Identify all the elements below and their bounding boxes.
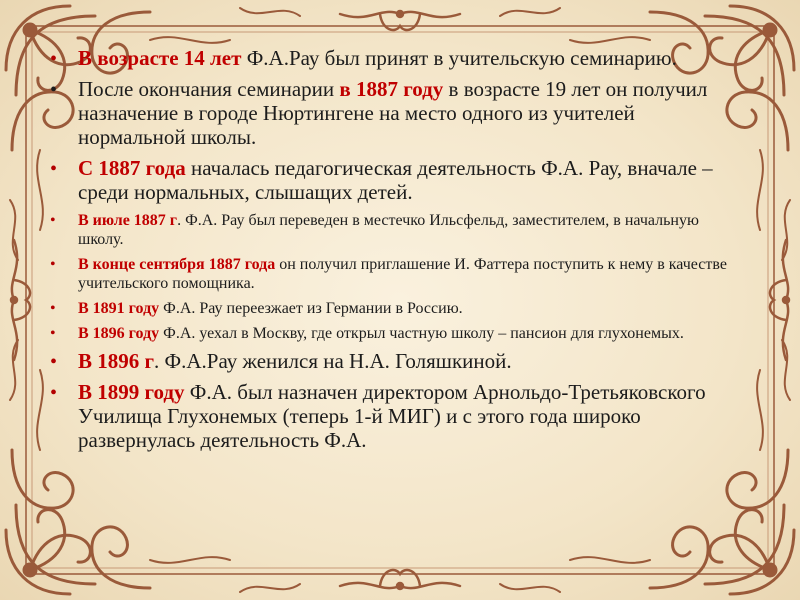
highlight-text: В 1899 году <box>78 380 185 404</box>
item-text: Ф.А. уехал в Москву, где открыл частную школу – пансион для глухонемых. <box>159 325 684 342</box>
highlight-text: в 1887 году <box>339 77 444 101</box>
item-text-prefix: После окончания семинарии <box>78 77 340 101</box>
highlight-text: В 1896 г <box>78 349 155 373</box>
list-item <box>48 211 728 249</box>
bullet-list <box>48 46 728 459</box>
list-item <box>48 349 728 373</box>
bullet-icon: • <box>50 212 56 229</box>
highlight-text: С 1887 года <box>78 156 186 180</box>
item-text: Ф.А. был назначен директором Арнольдо-Третьяковского Училища Глухонемых (теперь 1-й МИГ) и с этого года широко развернулась деятельность Ф.А. <box>78 380 706 452</box>
bullet-icon: • <box>50 48 58 70</box>
highlight-text: В конце сентября 1887 года <box>78 256 276 273</box>
list-item <box>48 46 728 70</box>
item-text: Ф.А.Рау был принят в учительскую семинарию. <box>241 46 677 70</box>
bullet-icon: • <box>50 256 56 273</box>
list-item <box>48 380 728 452</box>
item-text: в возрасте 19 лет он получил назначение в городе Нюртингене на место одного из учителей нормальной школы. <box>78 77 708 149</box>
list-item <box>48 156 728 204</box>
list-item <box>48 77 728 149</box>
bullet-icon: • <box>50 382 58 404</box>
list-item <box>48 299 728 318</box>
bullet-icon: • <box>50 351 58 373</box>
item-text: Ф.А. Рау переезжает из Германии в Россию. <box>159 300 463 317</box>
highlight-text: В возрасте 14 лет <box>78 46 242 70</box>
highlight-text: В июле 1887 г <box>78 212 178 229</box>
bullet-icon: • <box>50 158 58 180</box>
bullet-icon: • <box>50 300 56 317</box>
highlight-text: В 1891 году <box>78 300 160 317</box>
bullet-icon: • <box>50 79 58 101</box>
bullet-icon: • <box>50 325 56 342</box>
item-text: он получил приглашение И. Фаттера поступить к нему в качестве учительского помощника. <box>78 256 727 292</box>
list-item <box>48 324 728 343</box>
list-item <box>48 255 728 293</box>
highlight-text: В 1896 году <box>78 325 160 342</box>
item-text: . Ф.А.Рау женился на Н.А. Голяшкиной. <box>154 349 512 373</box>
item-text: . Ф.А. Рау был переведен в местечко Ильсфельд, заместителем, в начальную школу. <box>78 212 699 248</box>
item-text: началась педагогическая деятельность Ф.А. Рау, вначале – среди нормальных, слышащих детей. <box>78 156 713 204</box>
